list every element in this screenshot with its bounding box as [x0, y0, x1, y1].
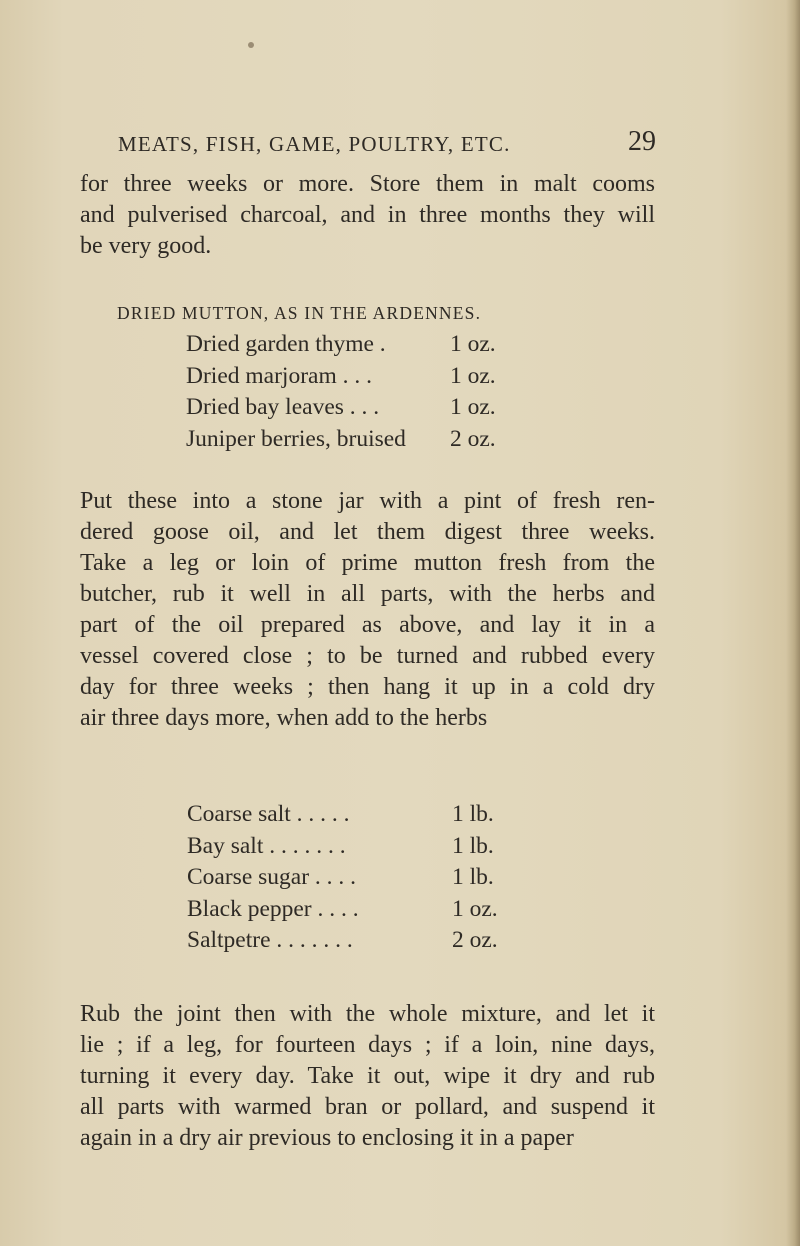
ingredient-row — [186, 424, 576, 456]
text-line: lie ; if a leg, for fourteen days ; if a loin, nine days, — [80, 1032, 655, 1058]
ingredient-quantity: 1 lb. — [452, 832, 494, 859]
page-edge-shadow — [786, 0, 800, 1246]
text-line: again in a dry air previous to enclosing it in a paper — [80, 1125, 574, 1151]
cure-ingredient-list — [187, 799, 567, 957]
text-line: be very good. — [80, 233, 212, 259]
ingredient-quantity: 1 oz. — [450, 362, 496, 389]
ink-speck — [248, 42, 254, 48]
text-line: day for three weeks ; then hang it up in a cold dry — [80, 674, 655, 700]
text-line: Take a leg or loin of prime mutton fresh from the — [80, 550, 655, 576]
ingredient-name: Saltpetre . . . . . . . — [187, 927, 353, 954]
page-header — [118, 126, 656, 162]
ingredient-quantity: 1 oz. — [452, 895, 498, 922]
ingredient-row — [186, 392, 576, 424]
ingredient-row — [186, 361, 576, 393]
ingredient-name: Dried garden thyme . — [186, 331, 386, 357]
ingredient-quantity: 1 oz. — [450, 331, 496, 357]
ingredient-name: Coarse sugar . . . . — [187, 864, 357, 891]
ingredient-quantity: 1 oz. — [450, 394, 496, 421]
text-line: Rub the joint then with the whole mixture, and let it — [80, 1001, 655, 1027]
text-line: vessel covered close ; to be turned and rubbed every — [80, 643, 655, 669]
ingredient-row — [186, 329, 576, 361]
ingredient-row — [187, 799, 567, 831]
text-line: Put these into a stone jar with a pint of fresh ren- — [80, 488, 655, 514]
intro-paragraph — [80, 169, 655, 262]
running-head: MEATS, FISH, GAME, POULTRY, ETC. — [118, 132, 511, 156]
text-line: dered goose oil, and let them digest three weeks. — [80, 519, 655, 545]
ingredient-name: Juniper berries, bruised — [186, 425, 406, 452]
section-title: DRIED MUTTON, AS IN THE ARDENNES. — [117, 303, 482, 323]
text-line: butcher, rub it well in all parts, with the herbs and — [80, 581, 655, 607]
ingredient-quantity: 2 oz. — [450, 425, 496, 452]
ingredient-name: Bay salt . . . . . . . — [187, 832, 346, 859]
ingredient-name: Black pepper . . . . — [187, 895, 359, 922]
finishing-paragraph — [80, 999, 655, 1154]
text-line: and pulverised charcoal, and in three months they will — [80, 202, 655, 228]
ingredient-quantity: 1 lb. — [452, 864, 494, 891]
text-line: air three days more, when add to the herbs — [80, 705, 488, 731]
ingredient-row — [187, 831, 567, 863]
text-line: turning it every day. Take it out, wipe it dry and rub — [80, 1063, 655, 1089]
ingredient-name: Coarse salt . . . . . — [187, 801, 350, 827]
ingredient-quantity: 2 oz. — [452, 927, 498, 954]
text-line: all parts with warmed bran or pollard, and suspend it — [80, 1094, 655, 1120]
ingredient-name: Dried bay leaves . . . — [186, 394, 380, 421]
ingredient-quantity: 1 lb. — [452, 801, 494, 827]
method-paragraph — [80, 486, 655, 734]
text-line: for three weeks or more. Store them in malt cooms — [80, 171, 655, 197]
ingredient-row — [187, 894, 567, 926]
ingredient-row — [187, 862, 567, 894]
ingredient-row — [187, 925, 567, 957]
ingredient-name: Dried marjoram . . . — [186, 362, 372, 389]
herb-ingredient-list — [186, 329, 576, 455]
text-line: part of the oil prepared as above, and lay it in a — [80, 612, 655, 638]
page-number: 29 — [628, 126, 656, 157]
